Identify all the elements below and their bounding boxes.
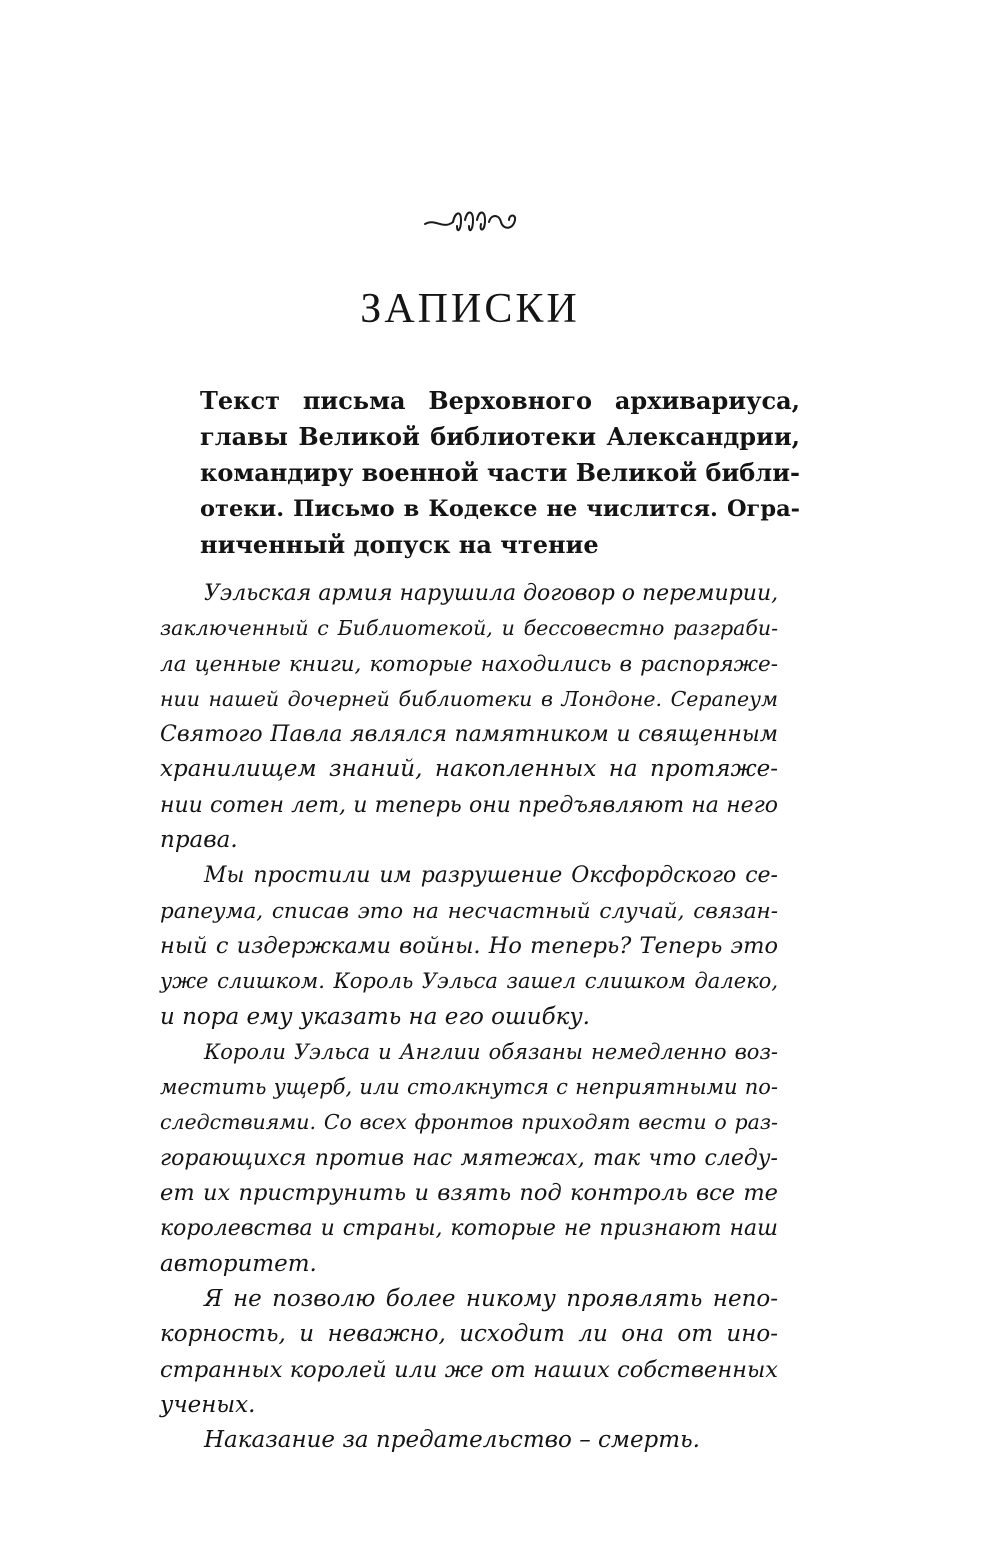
fleuron-ornament-icon [421, 202, 521, 242]
letter-paragraph [160, 1035, 778, 1282]
text-line: ученых. [160, 1391, 256, 1418]
text-line: странных королей или же от наших собственных [160, 1356, 778, 1383]
letter-paragraph [160, 858, 778, 1034]
text-line: следствиями. Со всех фронтов приходят вести о раз- [160, 1110, 778, 1135]
heading-line: Текст письма Верховного архивариуса, [200, 386, 800, 415]
heading-line: ниченный допуск на чтение [200, 530, 599, 559]
text-line: Уэльская армия нарушила договор о перемирии, [204, 581, 779, 606]
text-line: авторитет. [160, 1250, 317, 1277]
letter-heading [200, 383, 800, 563]
text-line: местить ущерб, или столкнутся с неприятными по- [160, 1075, 778, 1100]
letter-body [160, 576, 778, 1458]
text-line: рапеума, списав это на несчастный случай, связан- [160, 898, 778, 924]
text-line: и пора ему указать на его ошибку. [160, 1003, 590, 1030]
text-line: Я не позволю более никому проявлять непо- [204, 1285, 778, 1312]
letter-paragraph [160, 1423, 778, 1458]
letter-paragraph [160, 576, 778, 858]
text-line: права. [160, 827, 238, 854]
text-line: ет их приструнить и взять под контроль все те [160, 1180, 778, 1207]
letter-paragraph [160, 1282, 778, 1423]
text-line: ла ценные книги, которые находились в распоряже- [160, 651, 778, 677]
heading-line: главы Великой библиотеки Александрии, [200, 422, 800, 451]
text-line: королевства и страны, которые не признают наш [160, 1216, 778, 1242]
heading-line: отеки. Письмо в Кодексе не числится. Огра- [200, 496, 800, 522]
text-line: нии сотен лет, и теперь они предъявляют на него [160, 792, 778, 818]
heading-line: командиру военной части Великой библи- [200, 458, 800, 487]
text-line: уже слишком. Король Уэльса зашел слишком далеко, [160, 969, 778, 994]
text-line: Святого Павла являлся памятником и священным [160, 722, 778, 748]
text-line: горающихся против нас мятежах, так что следу- [160, 1145, 778, 1171]
text-line: заключенный с Библиотекой, и бессовестно разграби- [160, 616, 778, 641]
text-line: Мы простили им разрушение Оксфордского се- [204, 863, 778, 889]
text-line: хранилищем знаний, накопленных на протяже- [160, 756, 778, 783]
text-line: ный с издержками войны. Но теперь? Теперь это [160, 932, 778, 959]
text-line: Короли Уэльса и Англии обязаны немедленно воз- [204, 1039, 778, 1064]
text-line: нии нашей дочерней библиотеки в Лондоне. Серапеум [160, 686, 778, 711]
text-line: Наказание за предательство – смерть. [204, 1427, 700, 1454]
text-line: корность, и неважно, исходит ли она от ино- [160, 1321, 778, 1348]
page-title: ЗАПИСКИ [360, 286, 580, 332]
